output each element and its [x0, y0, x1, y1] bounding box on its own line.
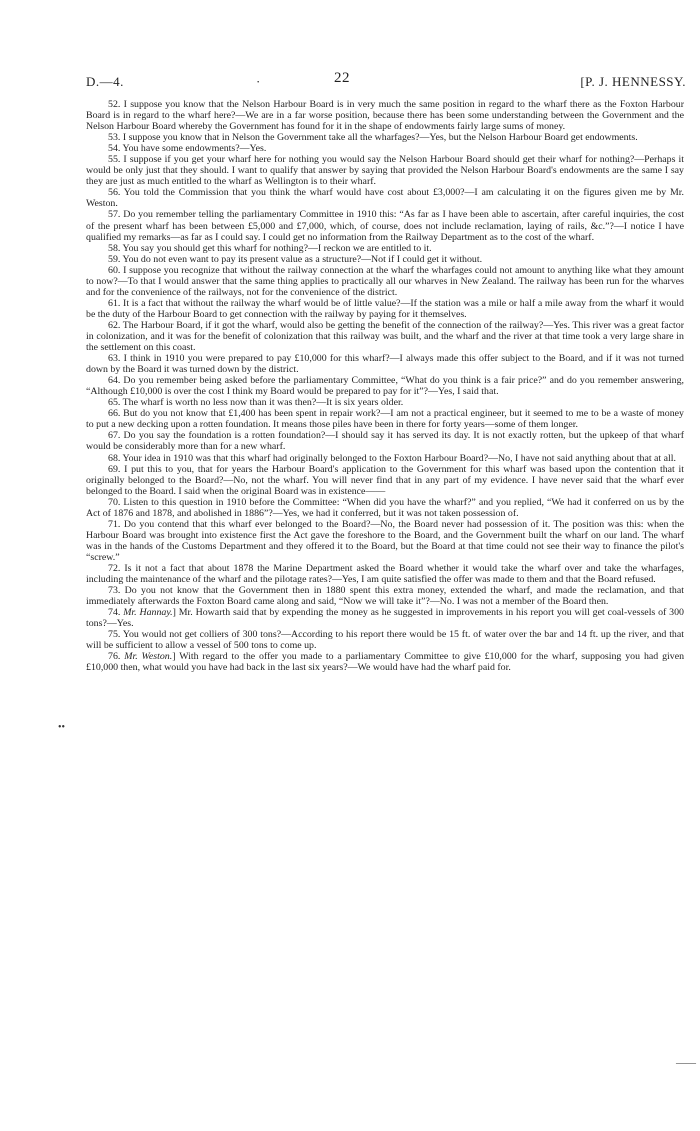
right-margin-mark: —— — [676, 1058, 696, 1069]
question-answer-paragraph: 67. Do you say the foundation is a rotten foundation?—I should say it has served its day. It is not exactly rotten, but the upkeep of that wharf would be considerably more than for a new wharf. — [86, 430, 684, 453]
question-answer-paragraph: 70. Listen to this question in 1910 before the Committee: “When did you have the wharf?” and you replied, “We had it conferred on us by the Act of 1876 and 1878, and abolished in 1886”?—Yes, we had it conferred, but it was not taken possession of. — [86, 496, 684, 519]
question-answer-paragraph: 72. Is it not a fact that about 1878 the Marine Department asked the Board whether it would take the wharf over and take the wharfages, including the maintenance of the wharf and the pilotage rates?—Yes, I am quite satisfied the offer was made to them and that the Board refused. — [86, 562, 684, 586]
testimony-body — [86, 99, 684, 673]
header-dot: · — [256, 74, 261, 89]
witness-name: [P. J. HENNESSY. — [580, 74, 686, 89]
question-answer-paragraph: 54. You have some endowments?—Yes. — [108, 143, 267, 155]
question-answer-paragraph: 68. Your idea in 1910 was that this wharf had originally belonged to the Foxton Harbour Board?—No, I have not said anything about that at all. — [108, 452, 676, 464]
question-answer-paragraph: 63. I think in 1910 you were prepared to pay £10,000 for this wharf?—I always made this offer subject to the Board, and if it was not turned down by the Board it was turned down by the district. — [86, 353, 684, 376]
paragraph-number: 74. — [108, 607, 124, 619]
page-number: 22 — [334, 70, 350, 86]
page-header — [86, 70, 686, 90]
paragraph-text: ] Mr. Howarth said that by expending the money as he suggested in improvements in his report you will get coal-vessels of 300 tons?—Yes. — [86, 607, 684, 630]
speaker-name: Mr. Hannay. — [123, 607, 173, 619]
question-answer-paragraph: 65. The wharf is worth no less now than it was then?—It is six years older. — [108, 397, 404, 409]
question-answer-paragraph: 62. The Harbour Board, if it got the wharf, would also be getting the benefit of the connection of the railway?—Yes. This river was a great factor in colonization, and it was for the benefit of colonization that this railway was built, and the wharf and the river at that time took a very large share in the settlement on this coast. — [86, 319, 684, 354]
question-answer-paragraph: 55. I suppose if you get your wharf here for nothing you would say the Nelson Harbour Board should get their wharf for nothing?—Perhaps it would be only just that they should. I want to qualify that answer by saying that provided the Nelson Harbour Board's endowments are the same I say they are just as much entitled to the wharf as Wellington is to their wharf. — [86, 154, 684, 188]
question-answer-paragraph: 53. I suppose you know that in Nelson the Government take all the wharfages?—Yes, but the Nelson Harbour Board get endowments. — [108, 132, 638, 144]
question-answer-paragraph: 73. Do you not know that the Government then in 1880 spent this extra money, extended the wharf, and made the reclamation, and that immediately afterwards the Foxton Board came along and said, “Now we will take it”?—No. I was not a member of the Board then. — [86, 585, 684, 608]
question-answer-paragraph: 71. Do you contend that this wharf ever belonged to the Board?—No, the Board never had possession of it. The position was this: when the Harbour Board was brought into existence first the Act gave the foreshore to the Board, and the Government built the wharf on our land. The wharf was in the hands of the Customs Department and they offered it to the Board, but the Board at that time could not see their way to finance the pilot's “screw.” — [86, 518, 684, 563]
question-answer-paragraph — [86, 651, 684, 673]
speaker-name: Mr. Weston. — [124, 651, 173, 663]
question-answer-paragraph: 57. Do you remember telling the parliamentary Committee in 1910 this: “As far as I have been able to ascertain, after careful inquiries, the cost of the present wharf has been between £5,000 and £7,000, which, of course, does not include reclamation, laying of rails, &c.”?—I notice I have qualified my remarks—as far as I could say. I could get no information from the Railway Department as to the cost of the wharf. — [86, 209, 684, 243]
question-answer-paragraph: 69. I put this to you, that for years the Harbour Board's application to the Government for this wharf was based upon the contention that it originally belonged to the Board?—No, not the wharf. You will never find that in any part of my evidence. I have never said that the wharf ever belonged to the Board. I said when the original Board was in existence—— — [86, 463, 684, 497]
question-answer-paragraph: 56. You told the Commission that you think the wharf would have cost about £3,000?—I am calculating it on the figures given me by Mr. Weston. — [86, 187, 684, 210]
question-answer-paragraph — [86, 607, 684, 629]
question-answer-paragraph: 52. I suppose you know that the Nelson Harbour Board is in very much the same position in regard to the wharf there as the Foxton Harbour Board is in regard to the wharf here?—We are in a far worse position, because there has been some understanding between the Government and the Nelson Harbour Board whereby the Government has found for it in the shape of endowments fairly large sums of money. — [86, 99, 684, 133]
document-code: D.—4. — [86, 74, 124, 89]
question-answer-paragraph: 58. You say you should get this wharf for nothing?—I reckon we are entitled to it. — [108, 242, 432, 254]
paragraph-text: ] With regard to the offer you made to a parliamentary Committee to give £10,000 for the wharf, supposing you had given £10,000 then, what would you have had back in the last six years?—We would have had the wharf paid for. — [86, 651, 685, 674]
question-answer-paragraph: 64. Do you remember being asked before the parliamentary Committee, “What do you think is a fair price?” and do you remember answering, “Although £10,000 is over the cost I think my Board would be prepared to pay for it”?—Yes, I said that. — [86, 375, 684, 398]
paragraph-number: 76. — [108, 651, 125, 663]
question-answer-paragraph: 75. You would not get colliers of 300 tons?—According to his report there would be 15 ft. of water over the bar and 14 ft. up the river, and that will be sufficient to allow a vessel of 500 tons to come up. — [86, 629, 684, 652]
question-answer-paragraph: 61. It is a fact that without the railway the wharf would be of little value?—If the station was a mile or half a mile away from the wharf it would be the duty of the Harbour Board to get connection with the railway by paying for it themselves. — [86, 297, 684, 320]
question-answer-paragraph: 60. I suppose you recognize that without the railway connection at the wharf the wharfages could not amount to anything like what they amount to now?—To that I would answer that the same thing applies to practically all our wharves in New Zealand. The railway has been run for the wharves and for the convenience of the railways, not for the convenience of the district. — [86, 264, 684, 298]
question-answer-paragraph: 59. You do not even want to pay its present value as a structure?—Not if I could get it without. — [108, 253, 483, 265]
question-answer-paragraph: 66. But do you not know that £1,400 has been spent in repair work?—I am not a practical engineer, but it seemed to me to be a waste of money to put a new decking upon a rotten foundation. It means those piles have been in there for forty years—some of them longer. — [86, 408, 684, 431]
left-margin-mark: •• — [58, 722, 66, 733]
